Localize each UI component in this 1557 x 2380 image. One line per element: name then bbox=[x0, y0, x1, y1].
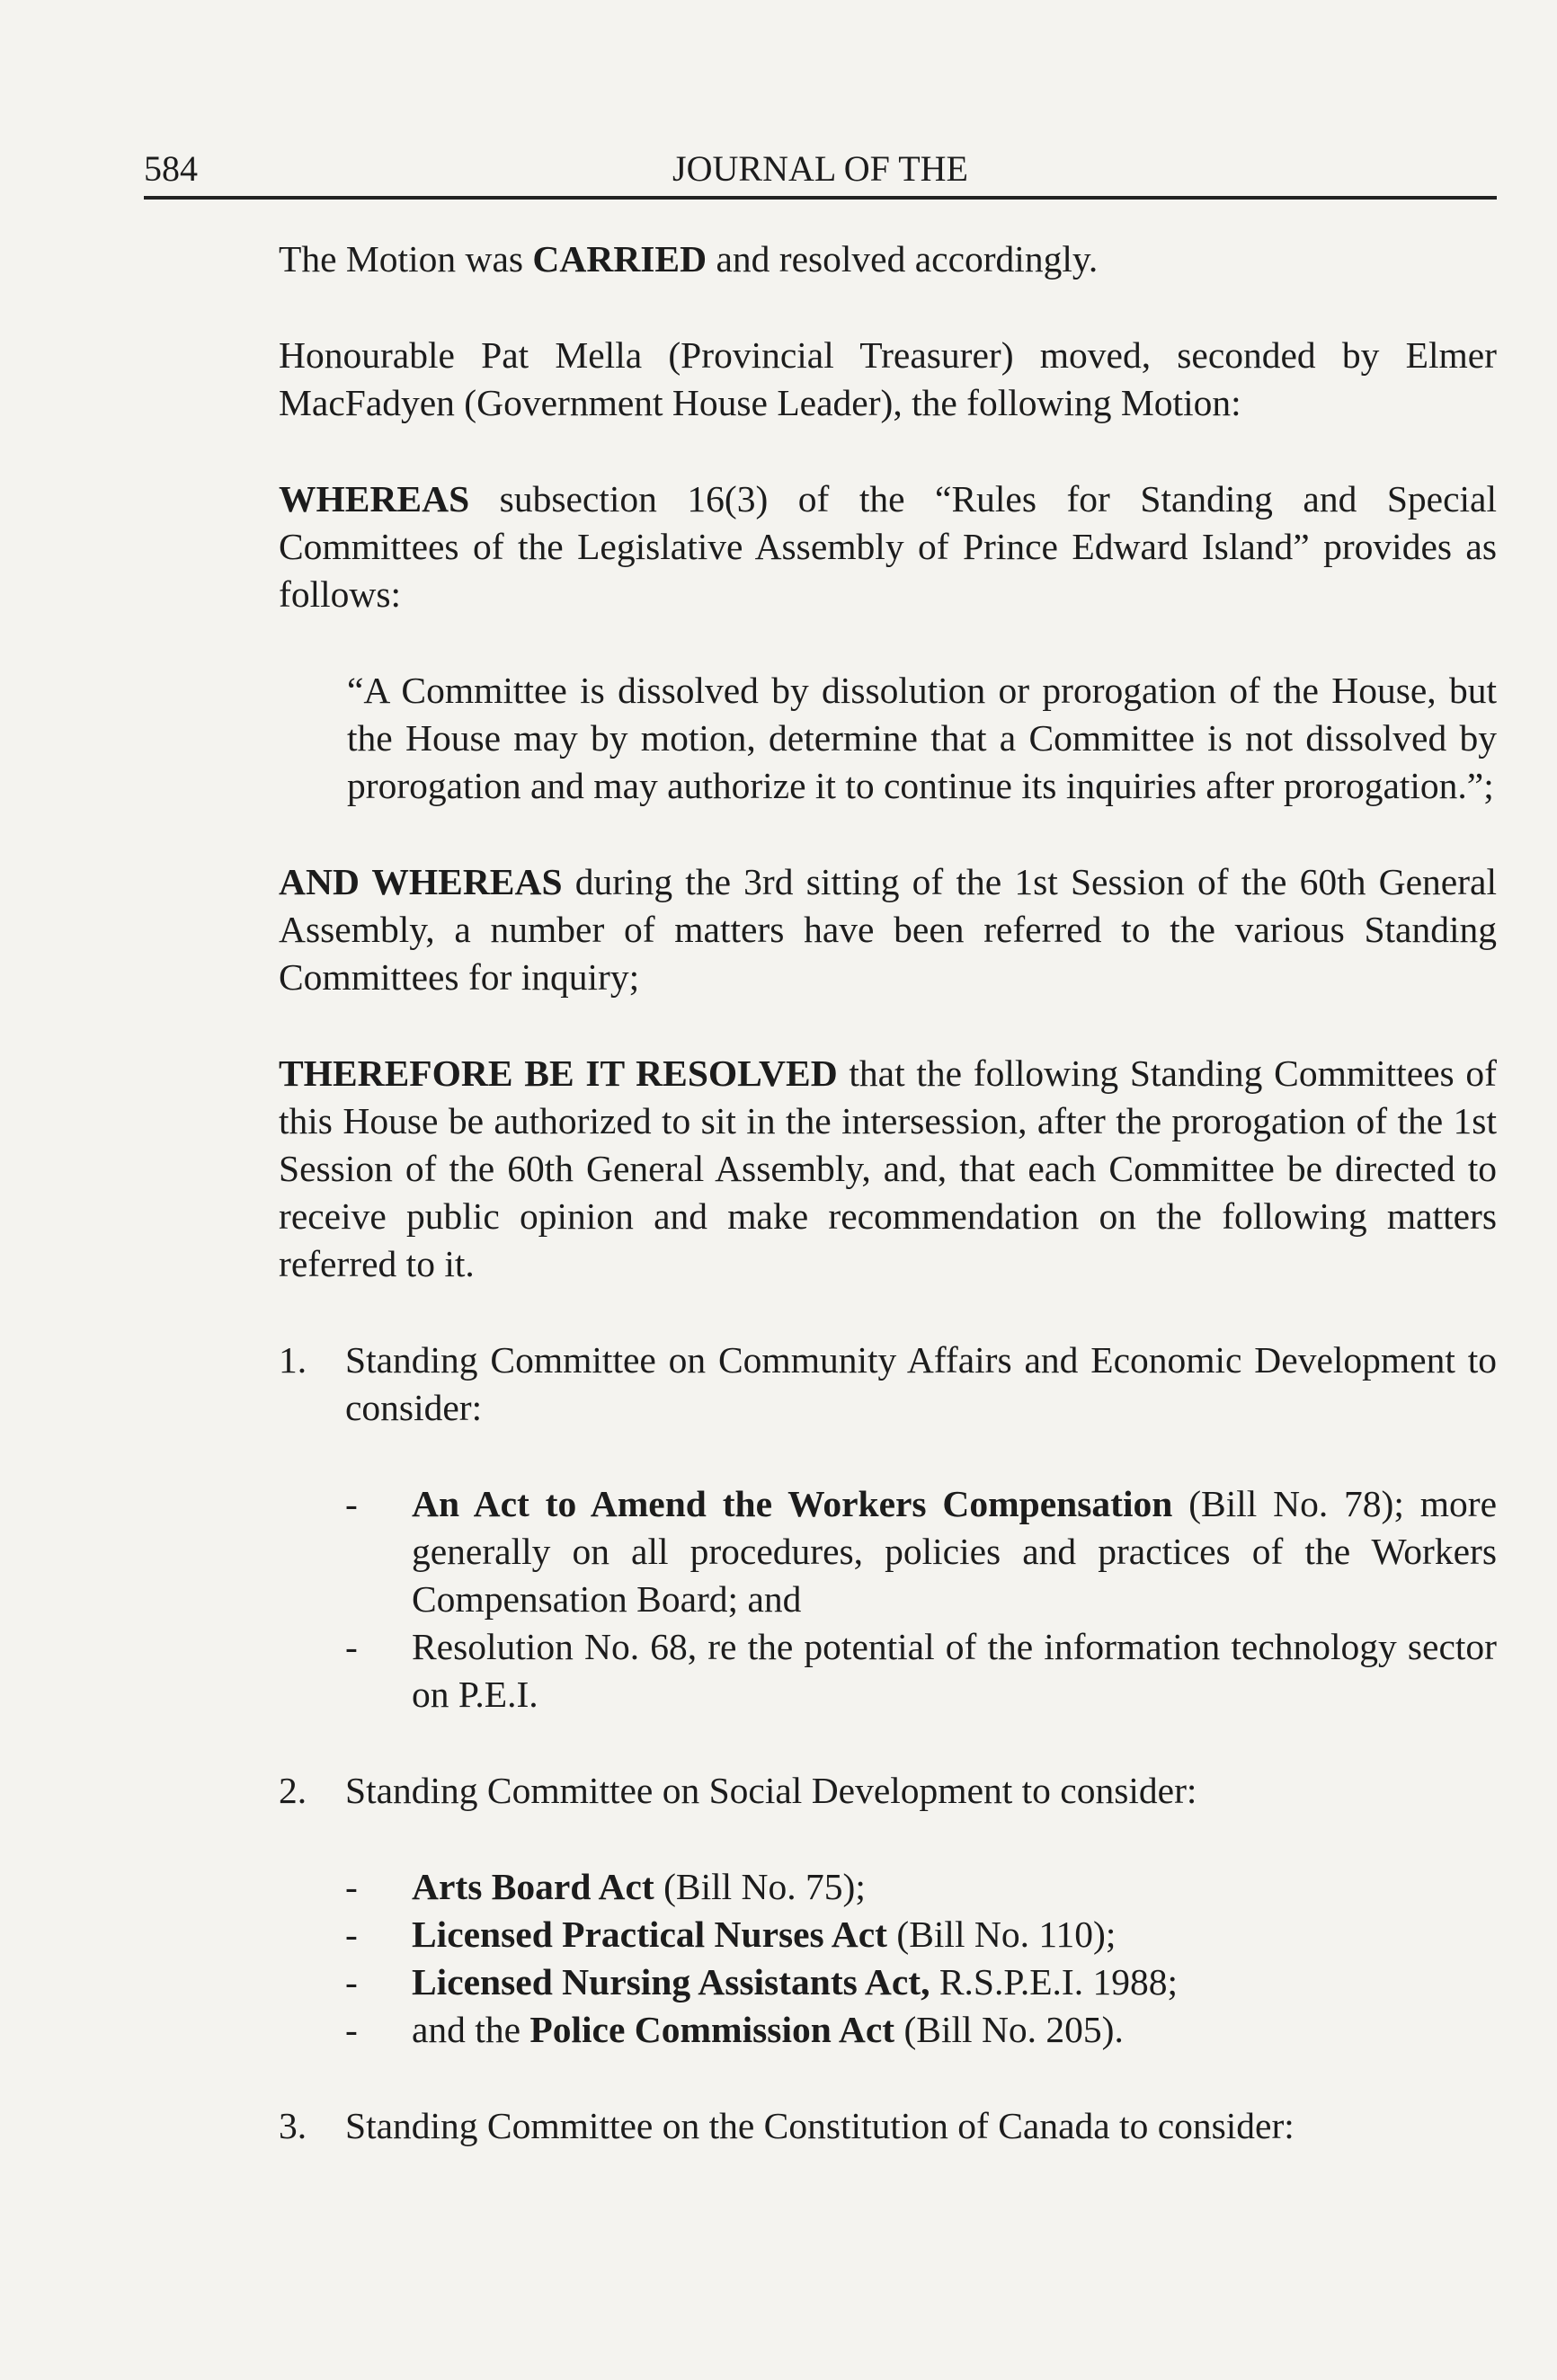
quoted-rule: “A Committee is dissolved by dissolution or prorogation of the House, but the House may by motion, determine that a Committee is not dissolved by prorogation and may authorize it to continue its inquiries after prorogation.”; bbox=[347, 670, 1497, 806]
list-number: 1. bbox=[279, 1339, 307, 1381]
matter-item: - Resolution No. 68, re the potential of the information technology sector on P.E.I. bbox=[345, 1626, 1497, 1715]
running-head: JOURNAL OF THE bbox=[672, 148, 968, 189]
and-whereas-paragraph: AND WHEREAS during the 3rd sitting of the 1st Session of the 60th General Assembly, a number of matters have been referred to the various Standing Committees for inquiry; bbox=[279, 861, 1497, 998]
committee-name: Standing Committee on Community Affairs and Economic Development to consider: bbox=[345, 1339, 1497, 1428]
matter-item: - and the Police Commission Act (Bill No. 205). bbox=[345, 2009, 1124, 2050]
committee-1-matters bbox=[345, 1480, 1497, 1718]
matter-item: - Licensed Nursing Assistants Act, R.S.P.E.I. 1988; bbox=[345, 1961, 1179, 2003]
list-number: 3. bbox=[279, 2105, 307, 2146]
motion-carried-paragraph: The Motion was CARRIED and resolved accordingly. bbox=[279, 238, 1099, 280]
committee-item-3 bbox=[279, 2102, 1497, 2150]
journal-body bbox=[279, 235, 1497, 2150]
whereas-paragraph: WHEREAS subsection 16(3) of the “Rules for Standing and Special Committees of the Legislative Assembly of Prince Edward Island” provides as follows: bbox=[279, 478, 1497, 615]
committee-name: Standing Committee on the Constitution of Canada to consider: bbox=[345, 2105, 1295, 2146]
committee-item-1 bbox=[279, 1337, 1497, 1432]
page-header bbox=[144, 144, 1497, 194]
motion-intro-paragraph: Honourable Pat Mella (Provincial Treasurer) moved, seconded by Elmer MacFadyen (Government House Leader), the following Motion: bbox=[279, 334, 1497, 423]
therefore-paragraph: THEREFORE BE IT RESOLVED that the following Standing Committees of this House be authorized to sit in the intersession, after the prorogation of the 1st Session of the 60th General Assembly, and, that each Committee be directed to receive public opinion and make recommendation on the following matters referred to it. bbox=[279, 1052, 1497, 1284]
committee-name: Standing Committee on Social Development to consider: bbox=[345, 1770, 1197, 1811]
matter-item: - Licensed Practical Nurses Act (Bill No. 110); bbox=[345, 1914, 1117, 1955]
matter-item: - An Act to Amend the Workers Compensation (Bill No. 78); more generally on all procedures, policies and practices of the Workers Compensation Board; and bbox=[345, 1483, 1498, 1620]
page-number: 584 bbox=[144, 148, 198, 189]
committee-2-matters bbox=[345, 1863, 1497, 2054]
matter-item: - Arts Board Act (Bill No. 75); bbox=[345, 1866, 866, 1907]
committee-item-2 bbox=[279, 1767, 1497, 1815]
list-number: 2. bbox=[279, 1770, 307, 1811]
header-rule bbox=[144, 196, 1497, 200]
